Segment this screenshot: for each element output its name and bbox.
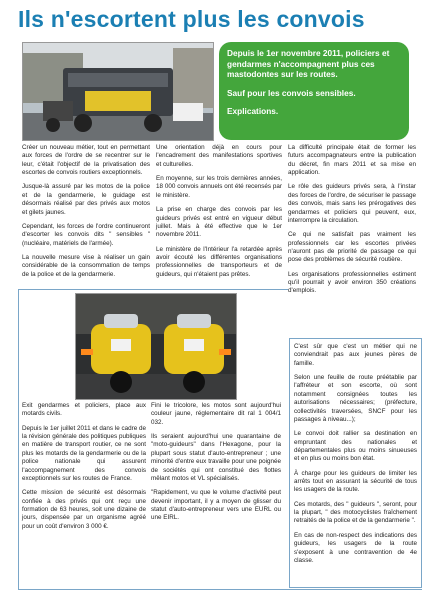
callout-text-2: Sauf pour les convois sensibles. <box>227 87 356 98</box>
bottom-mid-paragraph-2: Ils seraient aujourd'hui une quarantaine de "moto-guideurs" dans l'Hexagone, pour la plupart sous statut d'auto-entrepreneur ; une minorité d'entre eux travaille pour une poignée de sociétés qui ont constitué des flottes mêlant motos et VL spécialisés. <box>151 433 281 482</box>
col3-paragraph-2: Le rôle des guideurs privés sera, à l'instar des forces de l'ordre, de sécuriser le passage des convois, mais sans les prérogatives des gendarmes et policiers qui peuvent, eux, interrompre la circulation. <box>288 183 416 224</box>
bottom-mid-paragraph-3: "Rapidement, vu que le volume d'activité peut devenir important, il y a moyen de glisser du statut d'auto-entrepreneur vers une EURL ou une EIRL. <box>151 489 281 522</box>
box-paragraph-6: En cas de non-respect des indications des guideurs, les usagers de la route s'exposent à une contravention de 4e classe. <box>294 531 417 564</box>
bottom-left-paragraph-1: Exit gendarmes et policiers, place aux motards civils. <box>22 402 146 418</box>
box-paragraph-2: Selon une feuille de route préétablie par l'affréteur et son escorte, où sont notamment consignées toutes les autorisations nécessaires; (préfecture, collectivités traversées, SNCF pour les passages à niveau...); <box>294 374 417 423</box>
col1-paragraph-2: Jusque-là assuré par les motos de la police et de la gendarmerie, le guidage est désormais réalisé par des privés aux motos et gilets jaunes. <box>22 183 150 216</box>
column-2 <box>156 144 282 285</box>
col2-paragraph-4: Le ministère de l'Intérieur l'a retardée après avoir écouté les différentes organisations professionnelles de transporteurs et de guideurs, qui n'étaient pas prêtes. <box>156 245 282 278</box>
box-paragraph-1: C'est sûr que c'est un métier qui ne conviendrait pas aux jeunes pères de famille. <box>294 343 417 367</box>
box-paragraph-3: Le convoi doit rallier sa destination en empruntant des nationales et départementales plus ou moins sinueuses et en plus ou moins bon état. <box>294 430 417 463</box>
bottom-column-1 <box>22 402 146 537</box>
bottom-mid-paragraph-1: Fini le tricolore, les motos sont aujourd'hui couleur jaune, réglementaire dit ral 1 004/1 032. <box>151 402 281 426</box>
section-divider <box>18 289 288 290</box>
column-1 <box>22 144 150 285</box>
column-3 <box>288 144 416 302</box>
truck-photo <box>22 42 214 141</box>
intro-callout <box>219 42 409 140</box>
callout-text-3: Explications. <box>227 106 279 117</box>
col1-paragraph-3: Cependant, les forces de l'ordre continueront d'escorter les convois dits " sensibles " (nucléaire, matériels de l'armée). <box>22 222 150 247</box>
col1-paragraph-4: La nouvelle mesure vise à réaliser un gain considérable de la consommation de temps de la police et de la gendarmerie. <box>22 253 150 278</box>
bottom-left-paragraph-3: Cette mission de sécurité est désormais confiée à des privés qui ont reçu une formation de 63 heures, soit une dizaine de jours, dispensée par un organisme agréé pour un coût d'environ 3 000 €. <box>22 489 146 530</box>
bottom-border-line <box>18 589 422 590</box>
callout-text-1: Depuis le 1er novembre 2011, policiers et gendarmes n'accompagnent plus ces mastodontes sur les routes. <box>227 48 390 80</box>
col3-paragraph-4: Les organisations professionnelles estiment qu'il pourrait y avoir environ 350 créations d'emplois. <box>288 270 416 295</box>
left-border-line <box>18 289 19 589</box>
police-motorcycles-photo <box>75 293 237 400</box>
col2-paragraph-3: La prise en charge des convois par les guideurs privés est entré en vigueur début juillet. Mais à été effective que le 1er novembre 2011. <box>156 206 282 239</box>
bottom-left-paragraph-2: Depuis le 1er juillet 2011 et dans le cadre de la révision générale des politiques publiques en matière de transport routier, ce ne sont plus les motards de la gendarmerie ou de la police nationale qui assurent l'accompagnement des convois exceptionnels sur les routes de France. <box>22 424 146 482</box>
col2-paragraph-1: Une orientation déjà en cours pour l'encadrement des manifestations sportives et culturelles. <box>156 144 282 168</box>
box-paragraph-4: À charge pour les guideurs de limiter les arrêts tout en assurant la sécurité de tous les usagers de la route. <box>294 469 417 494</box>
sidebar-box <box>289 338 422 588</box>
col2-paragraph-2: En moyenne, sur les trois dernières années, 18 000 convois annuels ont été recensés par le ministère. <box>156 175 282 199</box>
col3-paragraph-3: Ce qui ne satisfait pas vraiment les professionnels car les escortes privées n'auront pas de priorité de passage ce qui pose des problèmes de sécurité routière. <box>288 231 416 264</box>
page-title: Ils n'escortent plus les convois <box>18 6 365 32</box>
col3-paragraph-1: La difficulté principale était de former les futurs accompagnateurs entre la publication du décret, fin mars 2011 et sa mise en application. <box>288 144 416 177</box>
col1-paragraph-1: Créer un nouveau métier, tout en permettant aux forces de l'ordre de se recentrer sur le leur, c'était l'objectif de la privatisation des escortes de convois routiers exceptionnels. <box>22 144 150 177</box>
bottom-column-2 <box>151 402 281 529</box>
box-paragraph-5: Ces motards, des " guideurs ", seront, pour la plupart, " des motocyclistes fraîchement retraités de la police et de la gendarmerie ". <box>294 500 417 525</box>
